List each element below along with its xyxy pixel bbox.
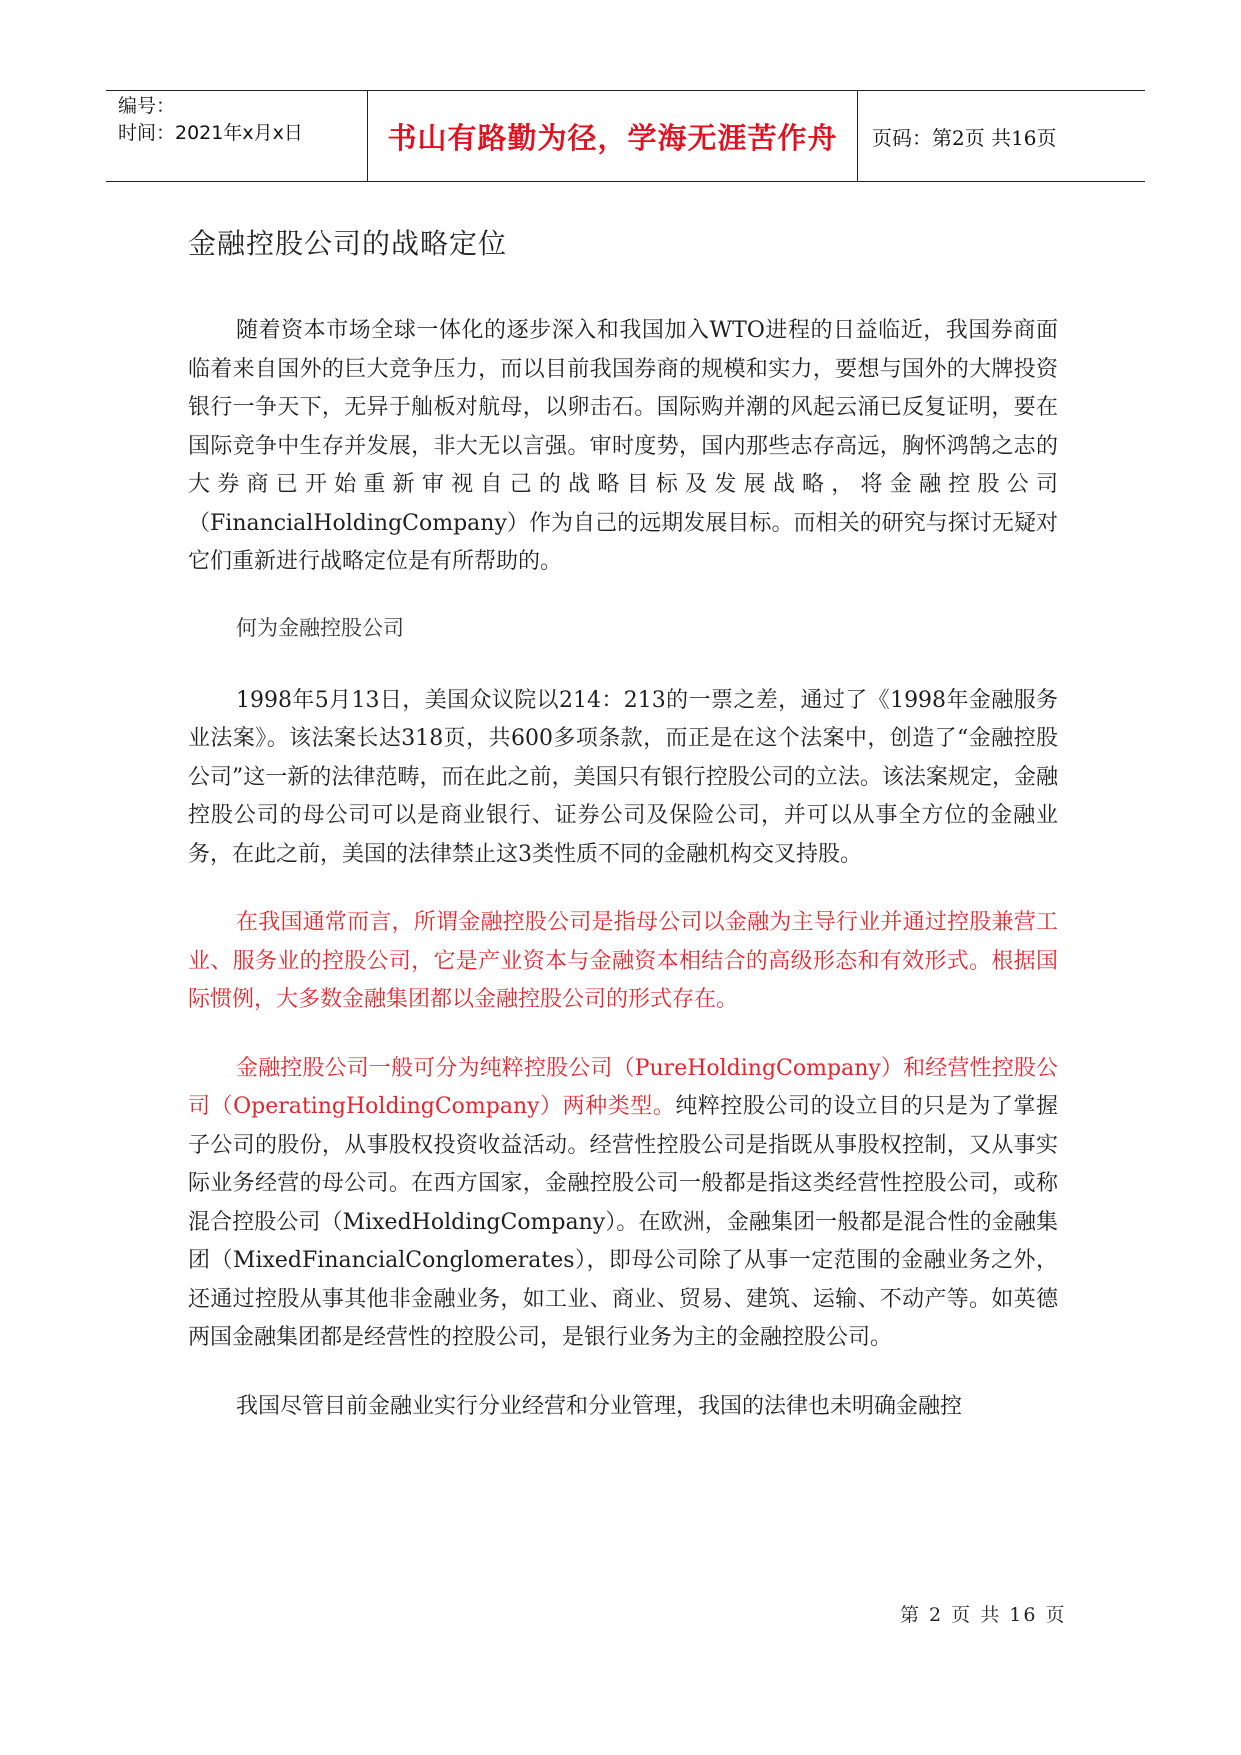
paragraph-history: 1998年5月13日，美国众议院以214：213的一票之差，通过了《1998年金融服务业法案》。该法案长达318页，共600多项条款，而正是在这个法案中，创造了“金融控股公司”这一新的法律范畴，而在此之前，美国只有银行控股公司的立法。该法案规定，金融控股公司的母公司可以是商业银行、证券公司及保险公司，并可以从事全方位的金融业务，在此之前，美国的法律禁止这3类性质不同的金融机构交叉持股。	[188, 687, 1058, 867]
page-footer: 第 2 页 共 16 页	[900, 1604, 1067, 1626]
header-page-number: 页码：第2页 共16页	[872, 125, 1057, 150]
paragraph-types	[188, 1050, 1058, 1358]
section-heading: 何为金融控股公司	[236, 615, 404, 640]
header-meta	[106, 91, 368, 181]
page-header	[106, 90, 1145, 182]
time-label: 时间：2021年x月x日	[118, 122, 303, 144]
number-label: 编号：	[118, 95, 176, 117]
types-highlight: 金融控股公司一般可分为纯粹控股公司（PureHoldingCompany）和经营性控股公司（OperatingHoldingCompany）两种类型。	[188, 1055, 1058, 1119]
header-motto: 书山有路勤为径，学海无涯苦作舟	[368, 91, 858, 181]
paragraph-intro: 随着资本市场全球一体化的逐步深入和我国加入WTO进程的日益临近，我国券商面临着来自国外的巨大竞争压力，而以目前我国券商的规模和实力，要想与国外的大牌投资银行一争天下，无异于舢板对航母，以卵击石。国际购并潮的风起云涌已反复证明，要在国际竞争中生存并发展，非大无以言强。审时度势，国内那些志存高远，胸怀鸿鹄之志的大券商已开始重新审视自己的战略目标及发展战略，将金融控股公司（FinancialHoldingCompany）作为自己的远期发展目标。而相关的研究与探讨无疑对它们重新进行战略定位是有所帮助的。	[188, 318, 1058, 574]
types-detail: 纯粹控股公司的设立目的只是为了掌握子公司的股份，从事股权投资收益活动。经营性控股公司是指既从事股权控制，又从事实际业务经营的母公司。在西方国家，金融控股公司一般都是指这类经营性控股公司，或称混合控股公司（MixedHoldingCompany）。在欧洲，金融集团一般都是混合性的金融集团（MixedFinancialConglomerates），即母公司除了从事一定范围的金融业务之外，还通过控股从事其他非金融业务，如工业、商业、贸易、建筑、运输、不动产等。如英德两国金融集团都是经营性的控股公司，是银行业务为主的金融控股公司。	[188, 1094, 1058, 1350]
document-title: 金融控股公司的战略定位	[188, 227, 508, 260]
document-body	[188, 222, 1058, 1456]
paragraph-china: 我国尽管目前金融业实行分业经营和分业管理，我国的法律也未明确金融控	[236, 1393, 963, 1419]
paragraph-definition: 在我国通常而言，所谓金融控股公司是指母公司以金融为主导行业并通过控股兼营工业、服务业的控股公司，它是产业资本与金融资本相结合的高级形态和有效形式。根据国际惯例，大多数金融集团都以金融控股公司的形式存在。	[188, 910, 1058, 1012]
